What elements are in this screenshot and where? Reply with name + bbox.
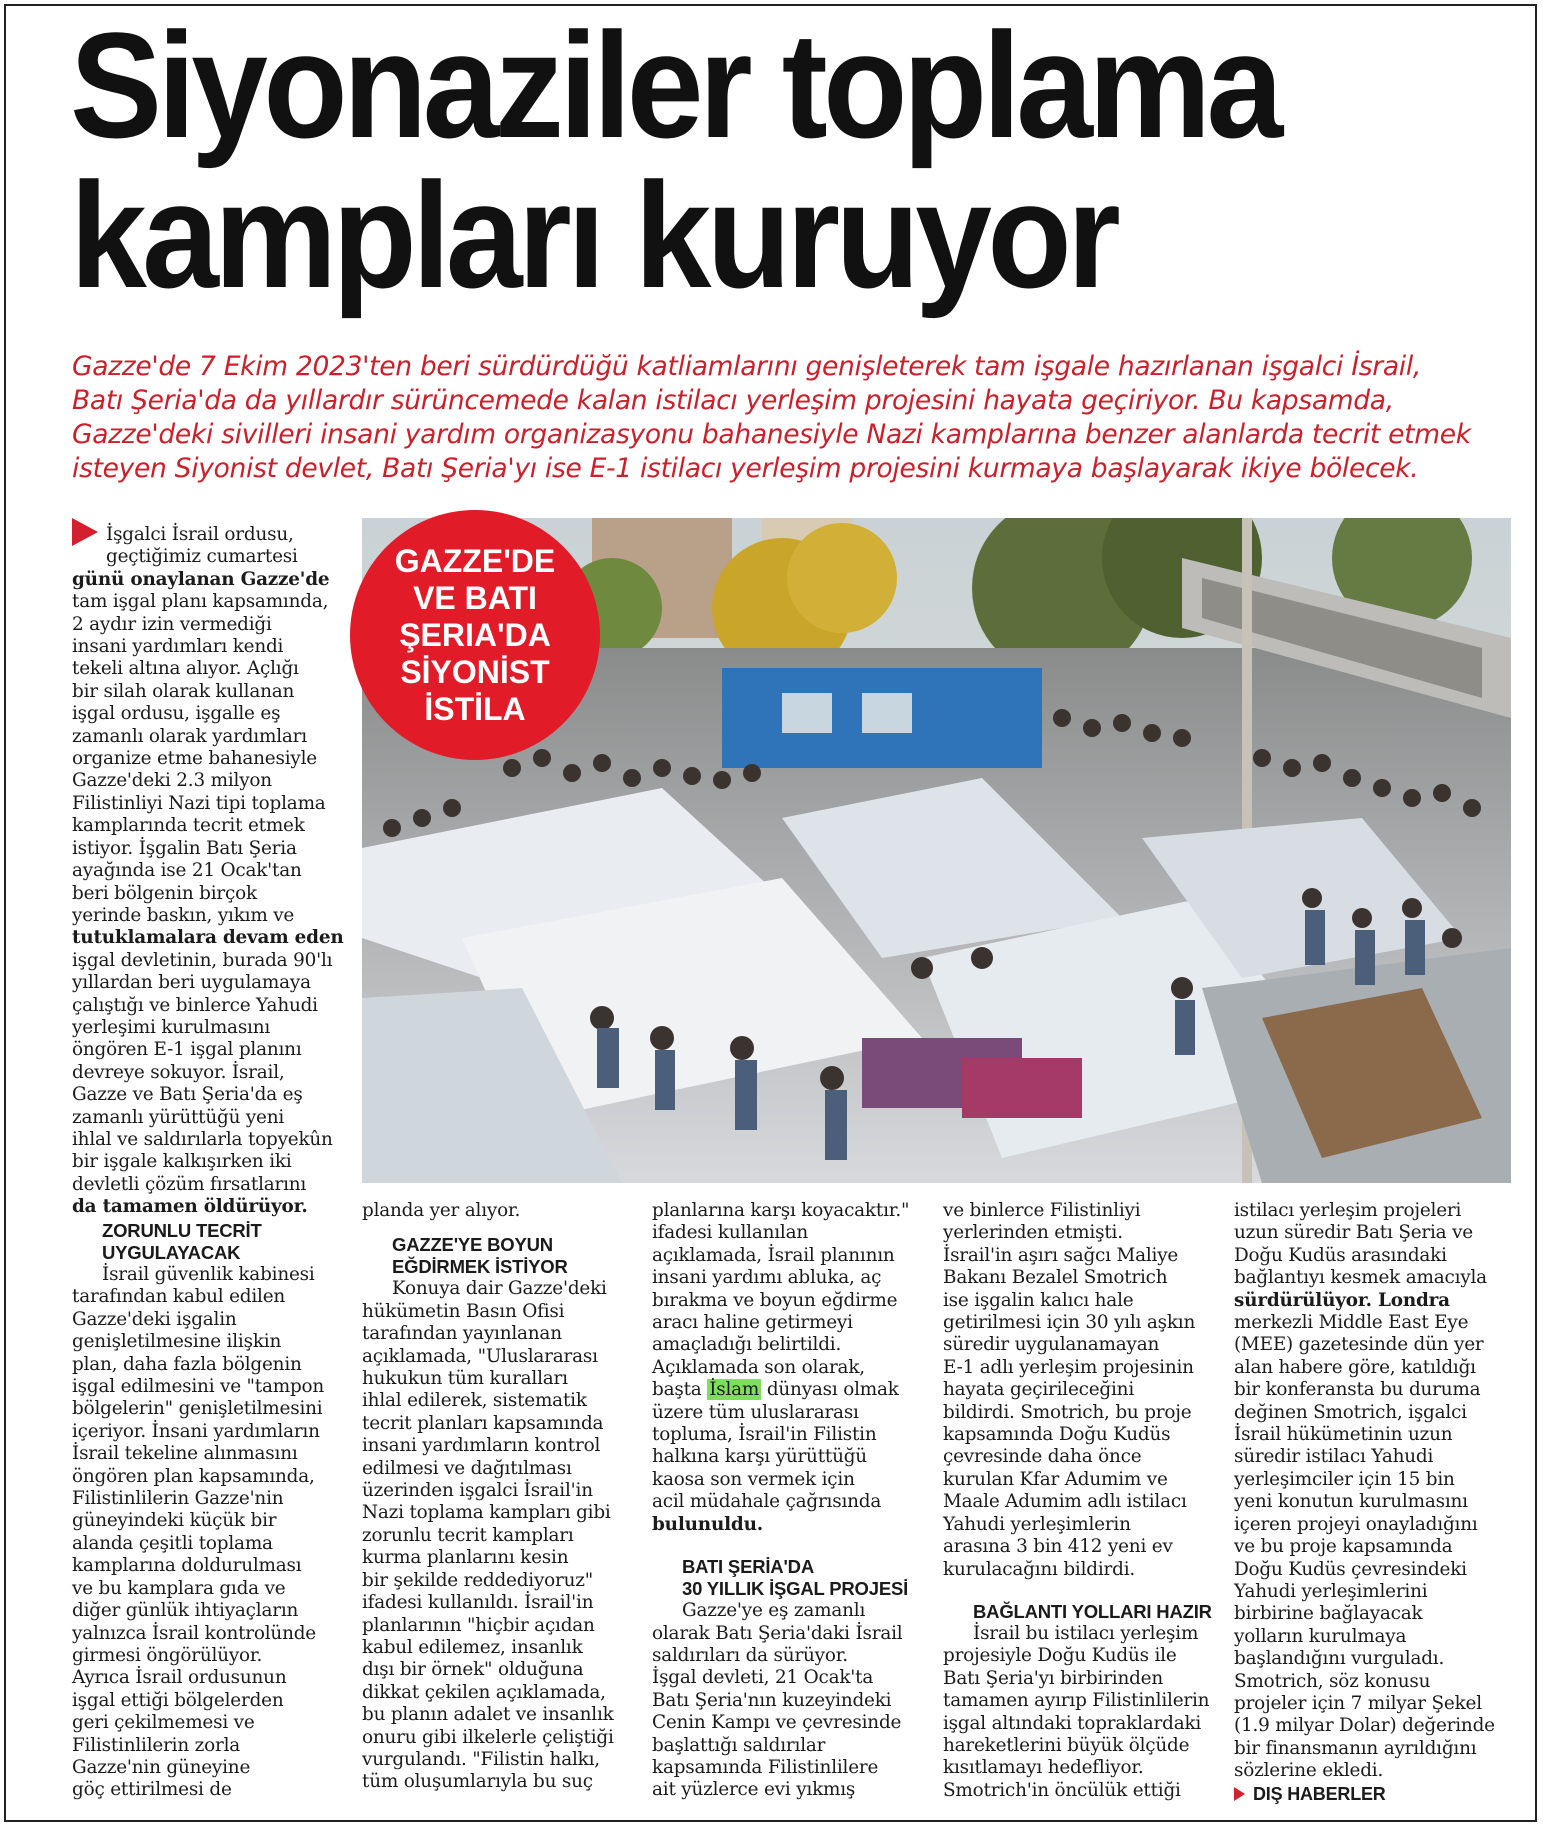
- body-line: amaçladığı belirtildi.: [652, 1334, 842, 1356]
- body-line: plan, daha fazla bölgenin: [72, 1353, 302, 1375]
- body-line: insani yardımı abluka, aç: [652, 1267, 882, 1289]
- body-line: (MEE) gazetesinde dün yer: [1234, 1334, 1484, 1356]
- body-line: organize etme bahanesiyle: [72, 748, 317, 770]
- body-line: geri çekilmemesi ve: [72, 1712, 255, 1734]
- headline-line-1: Siyonaziler toplama: [70, 1, 1279, 169]
- body-line: sürdürülüyor. Londra: [1234, 1289, 1450, 1311]
- body-line: bağlantıyı kesmek amacıyla: [1234, 1267, 1487, 1289]
- body-line: güneyindeki küçük bir: [72, 1510, 277, 1532]
- body-line: İsrail'in aşırı sağcı Maliye: [943, 1244, 1179, 1266]
- body-line: ise işgalin kalıcı hale: [943, 1289, 1134, 1311]
- body-line: öngören plan kapsamında,: [72, 1465, 315, 1487]
- body-line: yerleşimciler için 15 bin: [1234, 1468, 1455, 1490]
- body-line: üzere tüm uluslararası: [652, 1401, 859, 1423]
- body-line: içeren projeyi onayladığını: [1234, 1513, 1478, 1535]
- body-line: Filistinlilerin zorla: [72, 1734, 241, 1756]
- body-line: devletli çözüm fırsatlarını: [72, 1173, 307, 1195]
- subheading: BATI ŞERİA'DA: [682, 1556, 814, 1578]
- red-circle-badge: [350, 510, 600, 760]
- body-line: getirilmesi için 30 yılı aşkın: [943, 1312, 1196, 1334]
- body-line: zamanlı yürüttüğü yeni: [72, 1106, 285, 1128]
- body-line: projeler için 7 milyar Şekel: [1234, 1692, 1482, 1714]
- body-line: da tamamen öldürüyor.: [72, 1196, 308, 1218]
- column-2: [362, 1200, 637, 1794]
- body-line: Gazze'deki işgalin: [72, 1308, 237, 1330]
- body-line: istilacı yerleşim projeleri: [1234, 1200, 1462, 1221]
- text-run: başta: [652, 1379, 708, 1401]
- body-line: İsrail güvenlik kabinesi: [102, 1264, 315, 1285]
- body-line: yerinde baskın, yıkım ve: [72, 904, 295, 926]
- body-line: Gazze'nin güneyine: [72, 1756, 251, 1778]
- body-line: olarak Batı Şeria'daki İsrail: [652, 1622, 903, 1644]
- body-line: sözlerine ekledi.: [1234, 1760, 1384, 1782]
- body-line: ihlal edilerek, sistematik: [362, 1390, 587, 1412]
- body-line: ait yüzlerce evi yıkmış: [652, 1779, 856, 1801]
- body-line: içeriyor. İnsani yardımların: [72, 1420, 320, 1442]
- body-line: günü onaylanan Gazze'de: [72, 568, 330, 590]
- deck: [72, 350, 1512, 486]
- body-line: topluma, İsrail'in Filistin: [652, 1424, 877, 1446]
- red-triangle-icon: [1234, 1787, 1245, 1801]
- body-line: bu planın adalet ve insanlık: [362, 1704, 614, 1726]
- byline-text: DIŞ HABERLER: [1253, 1783, 1386, 1804]
- body-line: açıklamada, "Uluslararası: [362, 1345, 598, 1367]
- body-line: Gazze'deki 2.3 milyon: [72, 770, 272, 792]
- body-line: Smotrich'in öncülük ettiği: [943, 1779, 1181, 1801]
- body-line: E-1 adlı yerleşim projesinin: [943, 1356, 1194, 1378]
- body-line: diğer günlük ihtiyaçların: [72, 1600, 299, 1622]
- deck-line: Batı Şeria'da da yıllardır sürüncemede kalan istilacı yerleşim projesini hayata geçiriyor. Bu kapsamda,: [72, 385, 1394, 416]
- body-line: Gazze'ye eş zamanlı: [682, 1600, 866, 1622]
- body-line: tekeli altına alıyor. Açlığı: [72, 658, 299, 680]
- body-line: tutuklamalara devam eden: [72, 927, 344, 949]
- body-line: yalnızca İsrail kontrolünde: [72, 1622, 316, 1644]
- body-line: işgal ettiği bölgelerden: [72, 1689, 284, 1711]
- body-line: ayağında ise 21 Ocak'tan: [72, 860, 302, 882]
- body-line: kapsamında Doğu Kudüs: [943, 1424, 1171, 1446]
- body-line: bulunuldu.: [652, 1513, 763, 1535]
- body-line: kamplarında tecrit etmek: [72, 815, 305, 837]
- body-line: istiyor. İşgalin Batı Şeria: [72, 837, 297, 859]
- body-line: İsrail hükümetinin uzun: [1234, 1424, 1453, 1446]
- body-line: tam işgal planı kapsamında,: [72, 591, 329, 613]
- body-line: yerlerinden etmişti.: [943, 1222, 1123, 1244]
- body-line: ve bu kamplara gıda ve: [72, 1577, 286, 1599]
- body-line: planda yer alıyor.: [362, 1200, 521, 1221]
- body-line: işgal devletinin, burada 90'lı: [72, 949, 333, 971]
- body-line: alan habere göre, katıldığı: [1234, 1356, 1476, 1378]
- body-line: İsrail tekeline alınmasını: [72, 1443, 298, 1465]
- body-line: projesiyle Doğu Kudüs ile: [943, 1645, 1177, 1667]
- body-line: işgal edilmesini ve "tampon: [72, 1376, 325, 1398]
- body-line: hükümetin Basın Ofisi: [362, 1300, 565, 1322]
- body-line: halkına karşı yürüttüğü: [652, 1446, 867, 1468]
- body-line: Batı Şeria'yı birbirinden: [943, 1667, 1164, 1689]
- body-line: beri bölgenin birçok: [72, 882, 257, 904]
- subheading: 30 YILLIK İŞGAL PROJESİ: [682, 1578, 909, 1600]
- body-line: kaosa son vermek için: [652, 1468, 855, 1490]
- body-line: dikkat çekilen açıklamada,: [362, 1681, 606, 1703]
- badge-line: İSTİLA: [424, 690, 526, 727]
- body-line: bir konferansta bu duruma: [1234, 1379, 1481, 1401]
- body-line: Açıklamada son olarak,: [652, 1356, 865, 1378]
- body-line: Filistinlilerin Gazze'nin: [72, 1488, 284, 1510]
- body-line: planlarına karşı koyacaktır.": [652, 1200, 910, 1221]
- body-line: başlattığı saldırılar: [652, 1734, 826, 1756]
- deck-line: isteyen Siyonist devlet, Batı Şeria'yı ise E-1 istilacı yerleşim projesini kurmaya başlayarak ikiye bölecek.: [72, 453, 1419, 484]
- subheading: ZORUNLU TECRİT: [102, 1220, 262, 1241]
- body-line: öngören E-1 işgal planını: [72, 1039, 302, 1061]
- body-line: insani yardımların kontrol: [362, 1435, 601, 1457]
- body-line: 2 aydır izin vermediği: [72, 613, 272, 635]
- body-line: Ayrıca İsrail ordusunun: [72, 1667, 287, 1689]
- body-line: İsrail bu istilacı yerleşim: [973, 1622, 1199, 1644]
- body-line: kurulacağını bildirdi.: [943, 1558, 1136, 1580]
- body-line: geçtiğimiz cumartesi: [106, 546, 298, 568]
- body-line: ifadesi kullanılan: [652, 1222, 809, 1244]
- body-line: bir şekilde reddediyoruz": [362, 1569, 594, 1591]
- deck-line: Gazze'deki sivilleri insani yardım organizasyonu bahanesiyle Nazi kamplarına benzer alanlarda tecrit etmek: [72, 419, 1471, 450]
- body-line: Cenin Kampı ve çevresinde: [652, 1712, 902, 1734]
- body-line: yerleşimi kurulmasını: [72, 1016, 271, 1038]
- body-line: alanda çeşitli toplama: [72, 1532, 273, 1554]
- body-line: kapsamında Filistinlilere: [652, 1756, 879, 1778]
- column-1-lower: [72, 1220, 347, 1802]
- body-line: çalıştığı ve binlerce Yahudi: [72, 994, 318, 1016]
- body-line: uzun süredir Batı Şeria ve: [1234, 1222, 1473, 1244]
- body-line: dışı bir örnek" olduğuna: [362, 1659, 584, 1681]
- body-line: işgal ordusu, işgalle eş: [72, 703, 281, 725]
- body-line: göç ettirilmesi de: [72, 1779, 232, 1801]
- body-line: tecrit planları kapsamında: [362, 1412, 604, 1434]
- body-line: bir silah olarak kullanan: [72, 680, 295, 702]
- badge-line: VE BATI: [413, 579, 537, 616]
- body-line: açıklamada, İsrail planının: [652, 1244, 895, 1266]
- body-line: Filistinliyi Nazi tipi toplama: [72, 792, 326, 814]
- body-line: planlarının "hiçbir açıdan: [362, 1614, 595, 1636]
- body-line: ihlal ve saldırılarla topyekûn: [72, 1128, 333, 1150]
- body-line: devreye sokuyor. İsrail,: [72, 1061, 285, 1083]
- body-line: hareketlerini büyük ölçüde: [943, 1734, 1190, 1756]
- body-line: merkezli Middle East Eye: [1234, 1312, 1469, 1334]
- body-line: İşgalci İsrail ordusu,: [106, 524, 294, 545]
- badge-line: GAZZE'DE: [394, 542, 556, 579]
- body-line: İşgal devleti, 21 Ocak'ta: [652, 1667, 874, 1689]
- column-5: [1234, 1200, 1509, 1805]
- badge-line: SİYONİST: [400, 653, 550, 690]
- headline: [70, 1, 1395, 319]
- body-line: yeni konutun kurulmasını: [1234, 1491, 1468, 1513]
- body-line: kurulan Kfar Adumim ve: [943, 1468, 1168, 1490]
- body-line: insani yardımları kendi: [72, 636, 284, 658]
- body-line: Gazze ve Batı Şeria'da eş: [72, 1084, 303, 1106]
- badge-line: ŞERIA'DA: [399, 616, 551, 653]
- body-line: kurma planlarını kesin: [362, 1547, 569, 1569]
- body-line: Bakanı Bezalel Smotrich: [943, 1267, 1168, 1289]
- body-line: çevresinde daha önce: [943, 1446, 1142, 1468]
- body-line: [652, 1379, 927, 1401]
- subheading: GAZZE'YE BOYUN: [392, 1234, 553, 1256]
- body-line: Smotrich, söz konusu: [1234, 1670, 1431, 1692]
- body-line: bırakma ve boyun eğdirme: [652, 1289, 898, 1311]
- body-line: Batı Şeria'nın kuzeyindeki: [652, 1689, 892, 1711]
- body-line: zamanlı olarak yardımları: [72, 725, 307, 747]
- body-line: tamamen ayırıp Filistinlilerin: [943, 1690, 1210, 1712]
- body-line: girmesi öngörülüyor.: [72, 1644, 263, 1666]
- body-line: yıllardan beri uygulamaya: [72, 972, 311, 994]
- body-line: kamplarına doldurulması: [72, 1555, 302, 1577]
- body-line: onuru gibi ilkelerle çeliştiği: [362, 1726, 614, 1748]
- deck-line: Gazze'de 7 Ekim 2023'ten beri sürdürdüğü katliamlarını genişleterek tam işgale hazırlanan işgalci İsrail,: [72, 351, 1422, 382]
- body-line: bildirdi. Smotrich, bu proje: [943, 1401, 1192, 1423]
- body-line: ve binlerce Filistinliyi: [943, 1200, 1141, 1221]
- body-line: tarafından kabul edilen: [72, 1286, 286, 1308]
- body-line: Doğu Kudüs çevresindeki: [1234, 1558, 1467, 1580]
- body-line: bir finansmanın ayrıldığını: [1234, 1737, 1477, 1759]
- byline: [1234, 1783, 1509, 1805]
- body-line: vurgulandı. "Filistin halkı,: [362, 1748, 600, 1770]
- body-line: tüm oluşumlarıyla bu suç: [362, 1771, 593, 1793]
- body-line: bir işgale kalkışırken iki: [72, 1151, 292, 1173]
- body-line: saldırıları da sürüyor.: [652, 1644, 848, 1666]
- body-line: Maale Adumim adlı istilacı: [943, 1491, 1187, 1513]
- body-line: kabul edilemez, insanlık: [362, 1636, 583, 1658]
- subheading: BAĞLANTI YOLLARI HAZIR: [973, 1600, 1212, 1622]
- body-line: genişletilmesine ilişkin: [72, 1331, 282, 1353]
- body-line: işgal altındaki topraklardaki: [943, 1712, 1202, 1734]
- body-line: hayata geçirileceğini: [943, 1379, 1135, 1401]
- body-line: süredir uygulanamayan: [943, 1334, 1160, 1356]
- body-line: Yahudi yerleşimlerini: [1234, 1580, 1428, 1602]
- body-line: aracı haline getirmeyi: [652, 1312, 853, 1334]
- subheading: EĞDİRMEK İSTİYOR: [392, 1256, 568, 1278]
- body-line: Yahudi yerleşimlerin: [943, 1513, 1131, 1535]
- body-line: Nazi toplama kampları gibi: [362, 1502, 611, 1524]
- body-line: ifadesi kullanıldı. İsrail'in: [362, 1592, 594, 1614]
- body-line: Doğu Kudüs arasındaki: [1234, 1244, 1447, 1266]
- body-line: (1.9 milyar Dolar) değerinde: [1234, 1715, 1495, 1737]
- highlighted-word: İslam: [709, 1379, 760, 1401]
- body-line: zorunlu tecrit kampları: [362, 1524, 574, 1546]
- body-line: süredir istilacı Yahudi: [1234, 1446, 1434, 1468]
- body-line: ve bu proje kapsamında: [1234, 1536, 1453, 1558]
- text-run: dünyası olmak: [761, 1379, 899, 1401]
- body-line: bölgelerin" genişletilmesini: [72, 1398, 323, 1420]
- body-line: arasına 3 bin 412 yeni ev: [943, 1536, 1173, 1558]
- body-line: hukukun tüm kuralları: [362, 1368, 568, 1390]
- red-arrow-icon: [72, 518, 98, 546]
- body-line: acil müdahale çağrısında: [652, 1491, 882, 1513]
- subheading: UYGULAYACAK: [102, 1242, 241, 1263]
- body-line: kısıtlamayı hedefliyor.: [943, 1757, 1144, 1779]
- headline-line-2: kampları kuruyor: [70, 151, 1117, 319]
- body-line: başlandığını vurguladı.: [1234, 1648, 1445, 1670]
- body-line: üzerinden işgalci İsrail'in: [362, 1480, 593, 1502]
- body-line: tarafından yayınlanan: [362, 1323, 562, 1345]
- column-3: [652, 1200, 927, 1802]
- column-1-intro: [72, 518, 347, 1219]
- body-line: yolların kurulmaya: [1234, 1625, 1407, 1647]
- body-line: değinen Smotrich, işgalci: [1234, 1401, 1467, 1423]
- body-line: Konuya dair Gazze'deki: [392, 1278, 607, 1300]
- body-line: edilmesi ve dağıtılması: [362, 1457, 572, 1479]
- column-4: [943, 1200, 1218, 1802]
- body-line: birbirine bağlayacak: [1234, 1603, 1423, 1625]
